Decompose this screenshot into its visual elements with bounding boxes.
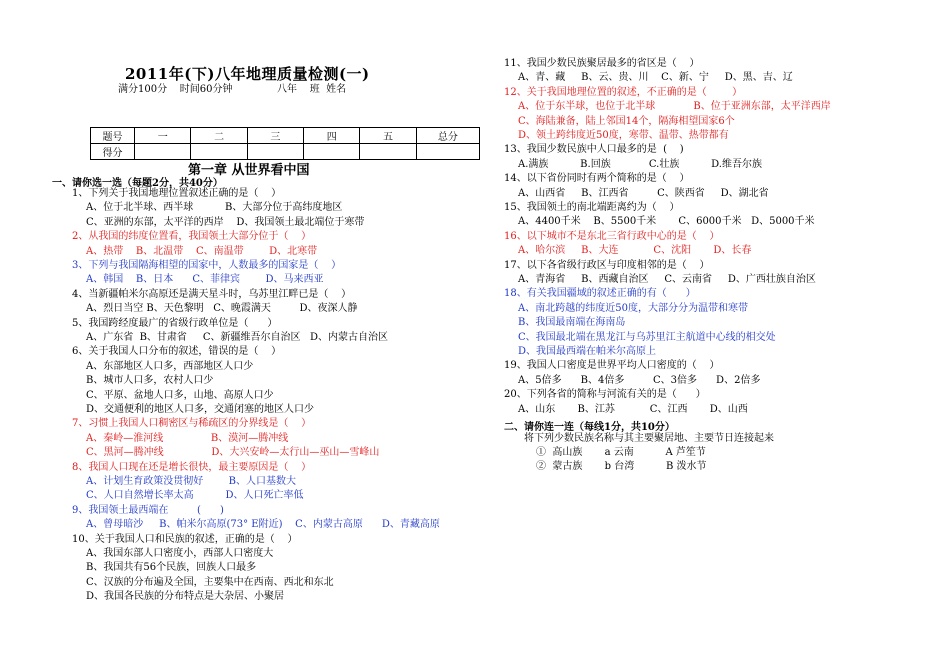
score-cell: 题号: [91, 128, 135, 144]
answer-option: C、平原、盆地人口多，山地、高原人口少: [86, 389, 274, 401]
question-stem: 16、以下城市不是东北三省行政中心的是（ ）: [504, 230, 720, 242]
answer-option: A、山东 B、江苏 C、江西 D、山西: [518, 403, 748, 415]
answer-option: A、哈尔滨 B、大连 C、沈阳 D、长春: [518, 245, 752, 257]
answer-option: A、青海省 B、西藏自治区 C、云南省 D、广西壮族自治区: [518, 274, 816, 285]
answer-option: A、4400千米 B、5500千米 C、6000千米 D、5000千米: [518, 216, 815, 228]
score-cell: 得分: [91, 144, 135, 160]
answer-option: D、我国最西端在帕米尔高原上: [518, 346, 657, 357]
answer-option: C、黑河—腾冲线 D、大兴安岭—太行山—巫山—雪峰山: [86, 447, 380, 459]
answer-option: D、我国各民族的分布特点是大杂居、小聚居: [86, 591, 285, 603]
question-stem: 4、当新疆帕米尔高原还是满天星斗时，乌苏里江畔已是（ ）: [72, 288, 352, 300]
answer-option: A、烈日当空 B、天色黎明 C、晚霞满天 D、夜深人静: [86, 303, 358, 315]
match-instructions: 将下列少数民族名称与其主要聚居地、主要节日连接起来: [524, 433, 774, 444]
answer-option: A、南北跨越的纬度近50度，大部分分为温带和寒带: [518, 302, 748, 314]
answer-option: A.满族 B.回族 C.壮族 D.维吾尔族: [518, 158, 762, 170]
score-cell: 五: [360, 128, 416, 144]
score-cell: [304, 144, 360, 160]
score-cell: [360, 144, 416, 160]
answer-option: A、山西省 B、江西省 C、陕西省 D、湖北省: [518, 187, 769, 199]
question-stem: 20、下列各省的简称与河流有关的是（ ）: [504, 389, 706, 401]
answer-option: A、曾母暗沙 B、帕米尔高原(73° E附近) C、内蒙古高原 D、青藏高原: [86, 519, 440, 531]
answer-option: A、秦岭—淮河线 B、漠河—腾冲线: [86, 432, 289, 444]
score-cell: [135, 144, 191, 160]
answer-option: A、5倍多 B、4倍多 C、3倍多 D、2倍多: [518, 374, 761, 386]
answer-option: C、海陆兼备，陆上邻国14个，隔海相望国家6个: [518, 115, 735, 127]
answer-option: B、我国最南端在海南岛: [518, 317, 626, 329]
section-heading-match: 二、请你连一连（每线1分，共10分）: [504, 422, 675, 433]
answer-option: A、位于东半球，也位于北半球 B、位于亚洲东部，太平洋西岸: [518, 101, 831, 113]
question-stem: 19、我国人口密度是世界平均人口密度的（ ）: [504, 360, 720, 372]
chapter-heading: 第一章 从世界看中国: [188, 163, 310, 178]
answer-option: A、韩国 B、日本 C、菲律宾 D、马来西亚: [86, 274, 324, 286]
score-cell: [416, 144, 479, 160]
answer-option: D、交通便利的地区人口多，交通闭塞的地区人口少: [86, 404, 315, 415]
answer-option: B、我国共有56个民族，回族人口最多: [86, 562, 257, 574]
question-stem: 13、我国少数民族中人口最多的是 ( ): [504, 144, 684, 156]
match-row: ② 蒙古族 b 台湾 B 泼水节: [536, 461, 707, 472]
question-stem: 14、以下省份同时有两个简称的是（ ）: [504, 173, 690, 185]
score-cell: 四: [304, 128, 360, 144]
question-stem: 6、关于我国人口分布的叙述，错误的是（ ）: [72, 346, 282, 358]
exam-info: 满分100分 时间60分钟 八年 班 姓名: [118, 84, 347, 95]
question-stem: 8、我国人口现在还是增长很快，最主要原因是（ ）: [72, 461, 312, 473]
question-stem: 1、下列关于我国地理位置叙述正确的是（ ）: [72, 188, 282, 199]
score-cell: 一: [135, 128, 191, 144]
answer-option: A、广东省 B、甘肃省 C、新疆维吾尔自治区 D、内蒙古自治区: [86, 332, 389, 343]
question-stem: 2、从我国的纬度位置看，我国领土大部分位于（ ）: [72, 231, 312, 243]
answer-option: D、领土跨纬度近50度，寒带、温带、热带都有: [518, 130, 729, 141]
question-stem: 17、以下各省级行政区与印度相邻的是（ ）: [504, 259, 710, 271]
score-cell: 总分: [416, 128, 479, 144]
score-table-score-row: [91, 144, 480, 160]
answer-option: C、汉族的分布遍及全国，主要集中在西南、西北和东北: [86, 576, 334, 588]
score-cell: [191, 144, 247, 160]
question-stem: 10、关于我国人口和民族的叙述，正确的是（ ）: [72, 533, 298, 545]
answer-option: A、位于北半球、西半球 B、大部分位于高纬度地区: [86, 202, 343, 214]
match-row: ① 高山族 a 云南 A 芦笙节: [536, 447, 706, 458]
score-table: [90, 127, 480, 160]
answer-option: A、我国东部人口密度小，西部人口密度大: [86, 548, 274, 559]
section-heading-choice: 一、请你选一选（每题2分，共40分）: [52, 178, 223, 189]
question-stem: 15、我国领土的南北端距离约为（ ）: [504, 202, 680, 213]
question-stem: 18、有关我国疆域的叙述正确的有（ ）: [504, 288, 696, 300]
question-stem: 12、关于我国地理位置的叙述，不正确的是（ ）: [504, 86, 743, 98]
question-stem: 9、我国领土最西端在 ( ): [72, 504, 224, 516]
answer-option: A、热带 B、北温带 C、南温带 D、北寒带: [86, 245, 318, 257]
score-cell: 二: [191, 128, 247, 144]
question-stem: 7、习惯上我国人口稠密区与稀疏区的分界线是（ ）: [72, 418, 312, 430]
question-stem: 3、下列与我国隔海相望的国家中，人数最多的国家是（ ）: [72, 260, 342, 271]
question-stem: 11、我国少数民族聚居最多的省区是（ ）: [504, 58, 700, 69]
answer-option: C、亚洲的东部，太平洋的西岸 D、我国领土最北端位于寒带: [86, 216, 365, 228]
answer-option: C、人口自然增长率太高 D、人口死亡率低: [86, 490, 304, 502]
answer-option: A、计划生育政策没贯彻好 B、人口基数大: [86, 476, 296, 487]
score-cell: 三: [247, 128, 303, 144]
answer-option: C、我国最北端在黑龙江与乌苏里江主航道中心线的相交处: [518, 331, 776, 343]
question-stem: 5、我国跨经度最广的省级行政单位是（ ）: [72, 317, 278, 329]
page-title: 2011年(下)八年地理质量检测(一): [125, 65, 370, 83]
answer-option: A、东部地区人口多，西部地区人口少: [86, 360, 254, 372]
score-table-header-row: [91, 128, 480, 144]
answer-option: A、青、藏 B、云、贵、川 C、新、宁 D、黑、吉、辽: [518, 72, 793, 84]
answer-option: B、城市人口多，农村人口少: [86, 375, 214, 387]
score-cell: [247, 144, 303, 160]
